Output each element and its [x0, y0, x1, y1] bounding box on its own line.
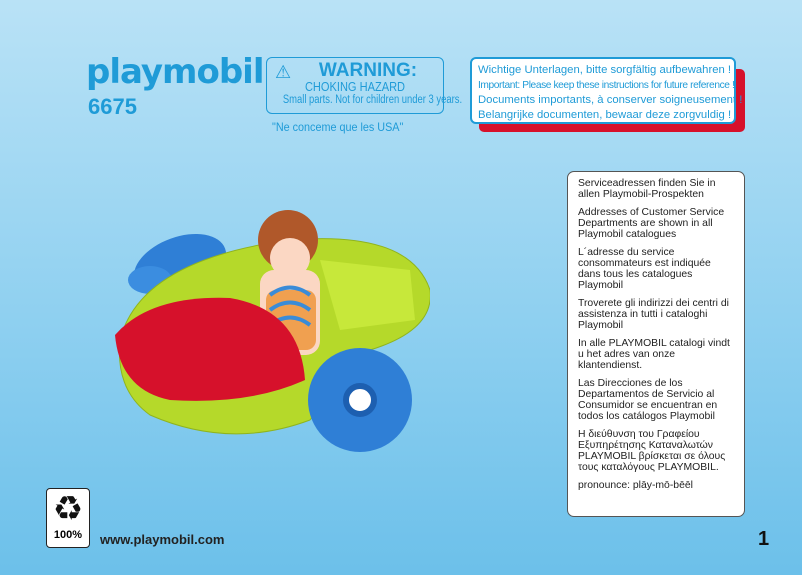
keep-instructions-notice	[470, 57, 743, 124]
keep-line: Wichtige Unterlagen, bitte sorgfältig aufbewahren !	[478, 64, 732, 76]
service-text: Serviceadressen finden Sie in allen Playmobil-Prospekten	[578, 178, 716, 200]
keep-line: Important: Please keep these instructions for future reference !	[478, 80, 735, 91]
usa-note: "Ne conceme que les USA"	[272, 120, 404, 134]
warning-triangle-icon: ⚠	[275, 62, 292, 82]
recycle-percent: 100%	[53, 529, 83, 541]
customer-service-box	[567, 171, 745, 517]
keep-line: Documents importants, à conserver soigneusement !	[478, 94, 743, 106]
service-text: Η διεύθυνση του Γραφείου Εξυπηρέτησης Καταναλωτών PLAYMOBIL βρίσκεται σε όλους τους καταλόγους PLAYMOBIL.	[578, 429, 726, 473]
warning-text: Small parts. Not for children under 3 years.	[282, 94, 463, 106]
product-number: 6675	[88, 94, 137, 119]
warning-subtitle: CHOKING HAZARD	[304, 79, 406, 94]
front-paddle-wheel	[308, 348, 412, 452]
service-text: L´adresse du service consommateurs est indiquée dans tous les catalogues Playmobil	[578, 247, 711, 291]
recycle-icon: ♻	[52, 490, 84, 528]
service-text: Las Direcciones de los Departamentos de Servicio al Consumidor se encuentran en todos los catálogos Playmobil	[578, 378, 718, 422]
pronunciation: pronounce: plāy-mō-bēēl	[578, 480, 693, 491]
playmobil-logo: playmobil	[86, 52, 264, 92]
choking-warning	[266, 57, 463, 114]
warning-title: WARNING:	[318, 60, 418, 81]
page-number: 1	[758, 528, 770, 550]
paddle-boat-illustration	[110, 200, 430, 470]
service-text: In alle PLAYMOBIL catalogi vindt u het adres van onze klantendienst.	[578, 338, 730, 371]
service-text: Troverete gli indirizzi dei centri di assistenza in tutti i cataloghi Playmobil	[578, 298, 729, 331]
keep-line: Belangrijke documenten, bewaar deze zorgvuldig !	[478, 109, 732, 121]
recycle-badge	[46, 488, 90, 548]
service-text: Addresses of Customer Service Departments are shown in all Playmobil catalogues	[578, 207, 725, 240]
website-link[interactable]: www.playmobil.com	[100, 532, 225, 547]
